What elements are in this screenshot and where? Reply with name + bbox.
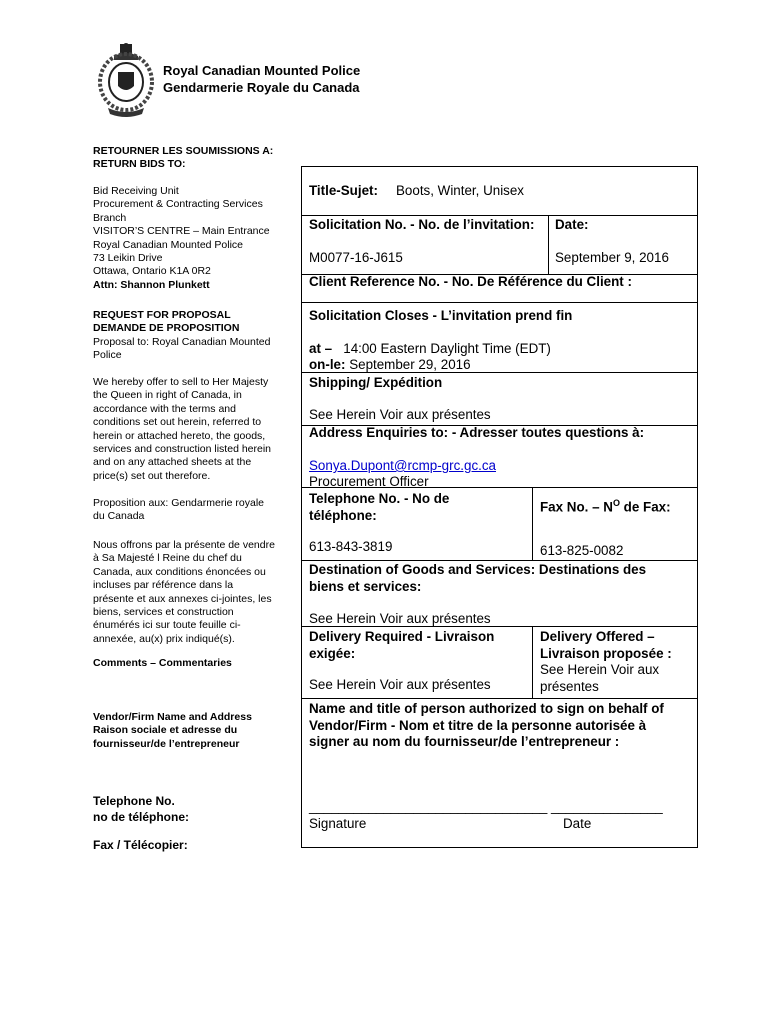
address-line: Procurement & Contracting Services — [93, 198, 263, 211]
offer-line: biens, services et construction — [93, 606, 234, 619]
divider — [302, 560, 697, 561]
authorized-line: signer au nom du fournisseur/de l’entrepreneur : — [309, 734, 620, 750]
fax-label-part: de Fax: — [619, 499, 671, 515]
delivery-offered-value-line: présentes — [540, 678, 599, 694]
rcmp-crest-logo — [94, 42, 158, 118]
destination-label-line: Destination of Goods and Services: Destinations des — [309, 562, 647, 577]
address-line: Branch — [93, 211, 127, 224]
fax-value: 613-825-0082 — [540, 543, 624, 558]
bid-form-box — [301, 166, 698, 848]
delivery-required-label — [309, 629, 494, 662]
delivery-required-line: exigée: — [309, 645, 356, 661]
offer-line: and on any attached sheets at the — [93, 456, 252, 469]
vendor-line: Raison sociale et adresse du — [93, 724, 238, 737]
attention-line: Attn: Shannon Plunkett — [93, 278, 210, 291]
shipping-label: Shipping/ Expédition — [309, 375, 443, 390]
return-address — [93, 185, 293, 292]
phone-label — [309, 491, 449, 524]
org-name-en: Royal Canadian Mounted Police — [163, 63, 361, 78]
org-name-fr: Gendarmerie Royale du Canada — [163, 80, 360, 95]
telephone-label — [93, 794, 189, 825]
offer-line: herein or attached hereto, the goods, — [93, 429, 266, 442]
closes-on — [309, 357, 471, 374]
title-label: Title-Sujet: — [309, 183, 378, 198]
fax-label-part: Fax No. – N — [540, 499, 613, 515]
offer-line: conditions set out herein, referred to — [93, 416, 262, 429]
telephone-line: no de téléphone: — [93, 809, 189, 824]
delivery-offered-value-line: See Herein Voir aux — [540, 662, 660, 677]
signature-label: Signature — [309, 816, 367, 831]
destination-label — [309, 562, 646, 595]
proposition-aux — [93, 497, 293, 524]
delivery-required-line: Delivery Required - Livraison — [309, 629, 495, 644]
offer-line: services and construction listed herein — [93, 443, 272, 456]
address-line: Royal Canadian Mounted Police — [93, 238, 244, 251]
authorized-signer-label — [309, 701, 664, 751]
date-sign-label: Date — [563, 816, 592, 831]
title-value: Boots, Winter, Unisex — [396, 183, 525, 198]
closes-at-label: at – — [309, 341, 333, 356]
signature-line: ________________________________ _______________ — [309, 799, 663, 814]
proposition-line: Proposition aux: Gendarmerie royale — [93, 497, 265, 509]
offer-line: incluses par référence dans la — [93, 579, 234, 592]
offer-line: price(s) set out therefore. — [93, 469, 211, 482]
divider — [302, 302, 697, 303]
authorized-line: Vendor/Firm - Nom et titre de la personne autorisée à — [309, 717, 647, 733]
closes-at-value: 14:00 Eastern Daylight Time (EDT) — [343, 341, 551, 356]
phone-label-line: Telephone No. - No de — [309, 491, 450, 506]
closes-at — [309, 341, 551, 358]
comments-label: Comments – Commentaries — [93, 657, 232, 669]
rfp-block — [93, 309, 293, 363]
authorized-line: Name and title of person authorized to sign on behalf of — [309, 701, 664, 716]
offer-line: à Sa Majesté l Reine du chef du — [93, 552, 242, 565]
enquiries-label: Address Enquiries to: - Adresser toutes questions à: — [309, 425, 645, 440]
destination-value: See Herein Voir aux présentes — [309, 611, 491, 626]
vendor-line: Vendor/Firm Name and Address — [93, 711, 252, 723]
date-value: September 9, 2016 — [555, 250, 669, 265]
address-line: VISITOR’S CENTRE – Main Entrance — [93, 225, 270, 238]
offer-line: énumérés ici sur toute feuille ci- — [93, 619, 241, 632]
address-line: 73 Leikin Drive — [93, 252, 163, 265]
vendor-line: fournisseur/de l’entrepreneur — [93, 737, 240, 750]
proposal-to: Police — [93, 349, 122, 362]
divider — [532, 487, 533, 560]
divider — [548, 215, 549, 274]
offer-text-en — [93, 376, 293, 483]
destination-label-line: biens et services: — [309, 578, 422, 594]
delivery-offered-line: Delivery Offered – — [540, 629, 655, 644]
divider — [302, 698, 697, 699]
delivery-offered-label — [540, 629, 672, 662]
offer-line: annexée, au(x) prix indiqué(s). — [93, 632, 235, 645]
proposition-line: du Canada — [93, 510, 145, 523]
shipping-value: See Herein Voir aux présentes — [309, 407, 491, 422]
rfp-heading-fr: DEMANDE DE PROPOSITION — [93, 322, 240, 335]
offer-line: accordance with the terms and — [93, 402, 236, 415]
proposal-to: Proposal to: Royal Canadian Mounted — [93, 335, 271, 348]
divider — [302, 215, 697, 216]
telephone-line: Telephone No. — [93, 794, 175, 808]
solicitation-label: Solicitation No. - No. de l’invitation: — [309, 217, 535, 232]
fax-label-form — [540, 495, 671, 516]
rfp-heading-en: REQUEST FOR PROPOSAL — [93, 309, 231, 321]
date-label: Date: — [555, 217, 589, 232]
fax-label-sup: O — [612, 498, 620, 508]
offer-line: Nous offrons par la présente de vendre — [93, 539, 275, 551]
enquiries-title: Procurement Officer — [309, 474, 429, 489]
closes-label: Solicitation Closes - L’invitation prend fin — [309, 308, 573, 323]
client-reference-label: Client Reference No. - No. De Référence du Client : — [309, 274, 632, 289]
phone-value: 613-843-3819 — [309, 539, 393, 554]
delivery-offered-line: Livraison proposée : — [540, 645, 672, 661]
divider — [532, 626, 533, 698]
phone-label-line: téléphone: — [309, 507, 377, 523]
fax-label: Fax / Télécopier: — [93, 838, 188, 852]
address-line: Ottawa, Ontario K1A 0R2 — [93, 265, 211, 278]
closes-on-value: September 29, 2016 — [349, 357, 471, 372]
address-line: Bid Receiving Unit — [93, 185, 179, 197]
delivery-offered-value — [540, 662, 659, 695]
offer-line: présente et aux annexes ci-jointes, les — [93, 592, 272, 605]
closes-on-label: on-le: — [309, 357, 346, 372]
return-bids-en: RETURN BIDS TO: — [93, 158, 186, 170]
enquiries-email-link[interactable]: Sonya.Dupont@rcmp-grc.gc.ca — [309, 458, 497, 473]
vendor-label — [93, 711, 293, 751]
solicitation-value: M0077-16-J615 — [309, 250, 403, 265]
offer-line: the Queen in right of Canada, in — [93, 389, 242, 402]
return-bids-fr: RETOURNER LES SOUMISSIONS A: — [93, 145, 274, 157]
delivery-required-value: See Herein Voir aux présentes — [309, 677, 491, 692]
offer-text-fr — [93, 539, 293, 646]
offer-line: Canada, aux conditions énoncées ou — [93, 565, 266, 578]
offer-line: We hereby offer to sell to Her Majesty — [93, 376, 269, 388]
